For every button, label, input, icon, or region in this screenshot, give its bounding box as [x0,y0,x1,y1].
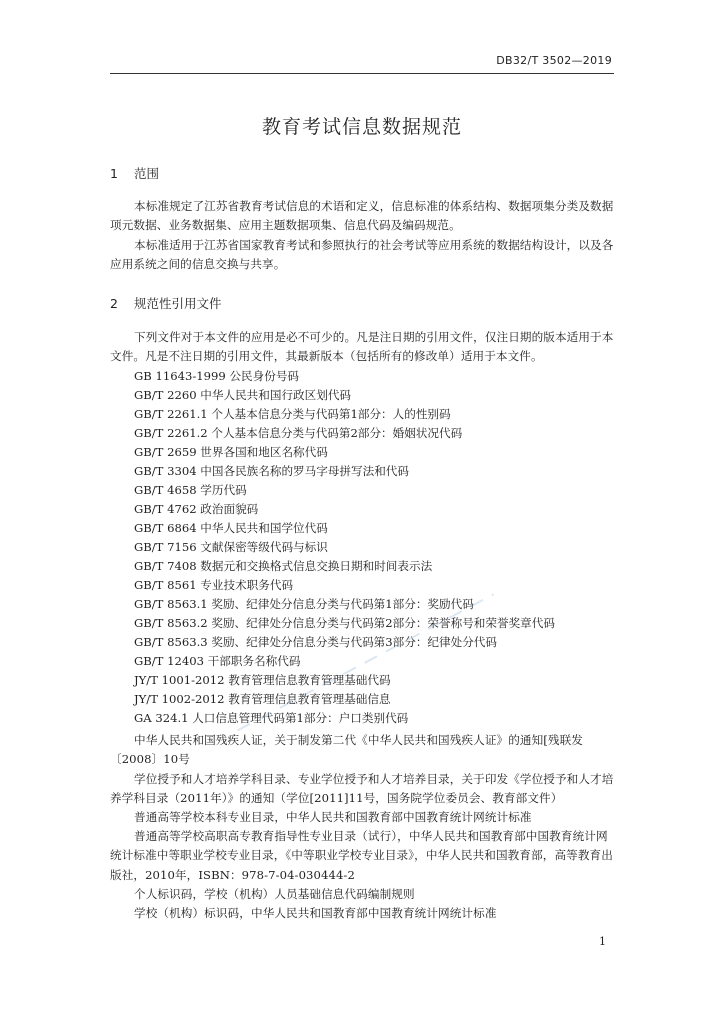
reference-item: JY/T 1002-2012 教育管理信息教育管理基础信息 [134,692,391,706]
section-number: 2 [110,296,118,311]
reference-paragraph: 个人标识码，学校（机构）人员基础信息代码编制规则 [134,887,415,901]
section-1-heading [110,164,159,182]
reference-item: GB/T 8563.2 奖励、纪律处分信息分类与代码第2部分：荣誉称号和荣誉奖章代码 [134,616,555,630]
reference-paragraph: 中华人民共和国残疾人证，关于制发第二代《中华人民共和国残疾人证》的通知[残联发〔2008〕10号 [110,733,583,767]
references-intro: 下列文件对于本文件的应用是必不可少的。凡是注日期的引用文件，仅注日期的版本适用于本文件。凡是不注日期的引用文件，其最新版本（包括所有的修改单）适用于本文件。 [110,330,614,364]
document-number: DB32/T 3502—2019 [496,54,612,67]
page-number: 1 [599,935,606,948]
reference-item: GB/T 12403 干部职务名称代码 [134,654,301,668]
reference-item: GB/T 8561 专业技术职务代码 [134,578,294,592]
reference-item: GB/T 2261.1 个人基本信息分类与代码第1部分：人的性别码 [134,407,451,421]
header-rule [110,73,614,74]
reference-item: GB 11643-1999 公民身份号码 [134,369,300,383]
reference-item: GB/T 4658 学历代码 [134,483,247,497]
reference-item: GB/T 3304 中国各民族名称的罗马字母拼写法和代码 [134,464,409,478]
reference-item: GB/T 8563.3 奖励、纪律处分信息分类与代码第3部分：纪律处分代码 [134,635,497,649]
reference-item: GB/T 7408 数据元和交换格式信息交换日期和时间表示法 [134,559,433,573]
section-number: 1 [110,166,118,181]
scope-paragraph-1: 本标准规定了江苏省教育考试信息的术语和定义，信息标准的体系结构、数据项集分类及数据项元数据、业务数据集、应用主题数据项集、信息代码及编码规范。 [110,199,614,233]
reference-paragraph: 普通高等学校本科专业目录，中华人民共和国教育部中国教育统计网统计标准 [134,810,532,824]
reference-item: GB/T 2261.2 个人基本信息分类与代码第2部分：婚姻状况代码 [134,426,463,440]
reference-item: GB/T 6864 中华人民共和国学位代码 [134,521,328,535]
reference-item: GB/T 7156 文献保密等级代码与标识 [134,540,328,554]
section-title: 规范性引用文件 [133,296,222,311]
reference-item: GB/T 2659 世界各国和地区名称代码 [134,445,328,459]
reference-paragraph: 学位授予和人才培养学科目录、专业学位授予和人才培养目录，关于印发《学位授予和人才培养学科目录（2011年）》的通知（学位[2011]11号，国务院学位委员会、教育部文件） [110,772,614,806]
scope-paragraph-2: 本标准适用于江苏省国家教育考试和参照执行的社会考试等应用系统的数据结构设计，以及各应用系统之间的信息交换与共享。 [110,238,614,272]
reference-item: JY/T 1001-2012 教育管理信息教育管理基础代码 [134,673,391,687]
reference-item: GB/T 8563.1 奖励、纪律处分信息分类与代码第1部分：奖励代码 [134,597,474,611]
reference-item: GB/T 4762 政治面貌码 [134,502,259,516]
reference-paragraph: 普通高等学校高职高专教育指导性专业目录（试行），中华人民共和国教育部中国教育统计网统计标准中等职业学校专业目录，《中等职业学校专业目录》，中华人民共和国教育部，高等教育出版社，2010年，ISBN：978-7-04-030444-2 [110,829,613,882]
reference-item: GB/T 2260 中华人民共和国行政区划代码 [134,388,352,402]
reference-paragraph: 学校（机构）标识码，中华人民共和国教育部中国教育统计网统计标准 [134,906,497,920]
document-title: 教育考试信息数据规范 [261,116,462,138]
section-2-heading [110,294,222,312]
section-title: 范围 [133,166,159,181]
reference-list [134,367,555,728]
reference-item: GA 324.1 人口信息管理代码第1部分：户口类别代码 [134,711,409,725]
